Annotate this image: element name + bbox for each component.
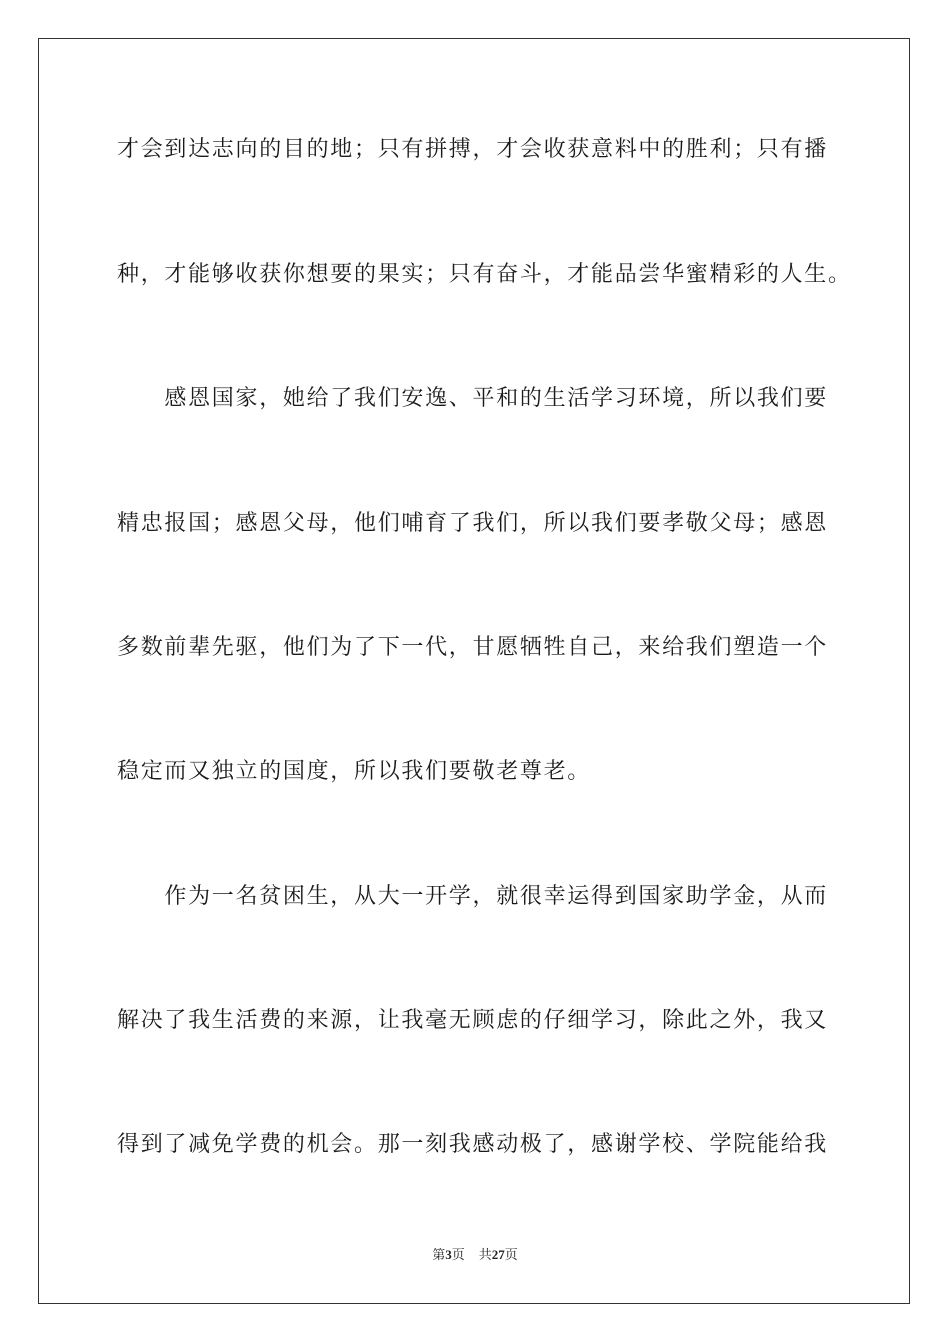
total-prefix: 共	[478, 1248, 492, 1263]
text-line: 才会到达志向的目的地；只有拼搏，才会收获意料中的胜利；只有播	[117, 137, 829, 162]
text-line: 精忠报国；感恩父母，他们哺育了我们，所以我们要孝敬父母；感恩	[117, 511, 829, 536]
text-line: 稳定而又独立的国度，所以我们要敬老尊老。	[117, 759, 592, 784]
text-line: 感恩国家，她给了我们安逸、平和的生活学习环境，所以我们要	[117, 386, 829, 411]
page-footer	[0, 1244, 950, 1263]
total-pages: 27	[491, 1247, 505, 1262]
text-line: 解决了我生活费的来源，让我毫无顾虑的仔细学习，除此之外，我又	[117, 1008, 829, 1033]
total-suffix: 页	[504, 1248, 518, 1263]
text-line: 作为一名贫困生，从大一开学，就很幸运得到国家助学金，从而	[117, 884, 829, 909]
page-number: 3	[445, 1247, 452, 1262]
text-line: 得到了减免学费的机会。那一刻我感动极了，感谢学校、学院能给我	[117, 1132, 829, 1157]
page-prefix: 第	[432, 1248, 446, 1263]
text-line: 种，才能够收获你想要的果实；只有奋斗，才能品尝华蜜精彩的人生。	[117, 262, 852, 287]
text-line: 多数前辈先驱，他们为了下一代，甘愿牺牲自己，来给我们塑造一个	[117, 635, 829, 660]
page-border	[38, 38, 910, 1304]
page-suffix: 页	[451, 1248, 465, 1263]
